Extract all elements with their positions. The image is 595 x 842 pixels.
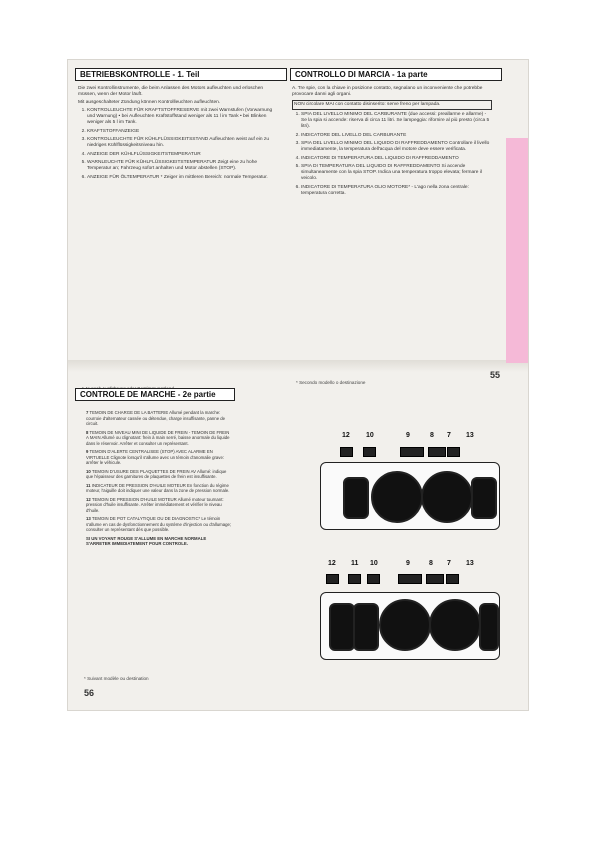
de-item: 4. ANZEIGE DER KÜHLFLÜSSIGKEITSTEMPERATUR xyxy=(87,152,278,158)
instrument-cluster xyxy=(320,462,500,530)
warning-lamp-icon xyxy=(428,447,446,457)
pink-tab xyxy=(506,138,528,363)
fr-item xyxy=(86,430,232,447)
de-note: Mit ausgeschalteter Zündung können Kontrollleuchten aufleuchten. xyxy=(78,100,221,106)
de-item: 2. KRAFTSTOFFANZEIGE xyxy=(87,129,278,135)
instrument-cluster xyxy=(320,592,500,660)
warning-lamp-icon xyxy=(367,574,380,584)
callout-7: 7 xyxy=(447,432,451,439)
callout-13: 13 xyxy=(466,432,474,439)
it-intro: A. Tre spie, con la chiave in posizione contatto, segnalano un inconveniente che potrebbe provocare danni agli organi. xyxy=(292,86,483,98)
fr-item xyxy=(86,469,232,480)
fr-item xyxy=(86,410,232,427)
speedometer-icon xyxy=(421,471,473,523)
page-number-55: 55 xyxy=(490,370,501,380)
fr-item-text: INDICATEUR DE PRESSION D'HUILE MOTEUR En fonction du régime moteur, l'aiguille doit indiquer une valeur dans la zone de pression normale. xyxy=(86,482,230,493)
it-item: 4. INDICATORE DI TEMPERATURA DEL LIQUIDO DI RAFFREDDAMENTO xyxy=(301,156,492,162)
callout-7: 7 xyxy=(447,560,451,567)
callout-9: 9 xyxy=(406,560,410,567)
de-column xyxy=(78,86,278,183)
callout-8: 8 xyxy=(429,560,433,567)
warning-lamp-icon xyxy=(447,447,460,457)
fr-warning: SI UN VOYANT ROUGE S'ALLUME EN MARCHE NORMALE S'ARRETER IMMEDIATEMENT POUR CONTROLE. xyxy=(86,535,207,546)
fr-item-number: 11 xyxy=(86,482,91,488)
de-item: 3. KONTROLLEUCHTE FÜR KÜHLFLÜSSIGKEITSSTAND Aufleuchten weist auf ein zu niedriges Kühlflüssigkeitsniveau hin. xyxy=(87,137,278,149)
fr-item-text: TEMOIN DE PRESSION D'HUILE MOTEUR Allumé moteur tournant: pression d'huile insuffisante. Arrêter immédiatement et vérifier le niveau d'huile. xyxy=(86,496,224,513)
fr-item-text: TEMOIN DE CHARGE DE LA BATTERIE Allumé pendant la marche: courroie d'alternateur cassée ou détendue, charge insuffisante, panne de circuit. xyxy=(86,410,226,426)
it-item: 6. INDICATORE DI TEMPERATURA OLIO MOTORE* - L'ago nella zona centrale: temperatura corretta. xyxy=(301,185,492,197)
callout-10: 10 xyxy=(366,432,374,439)
fr-section-title: CONTROLE DE MARCHE - 2e partie xyxy=(75,388,235,401)
fr-item-number: 10 xyxy=(86,468,91,474)
it-item: 3. SPIA DEL LIVELLO MINIMO DEL LIQUIDO DI RAFFREDDAMENTO Controllare il livello immediatamente, la temperatura dell'acqua del motore deve essere verificata. xyxy=(301,141,492,153)
warning-lamp-icon xyxy=(446,574,459,584)
tachometer-icon xyxy=(371,471,423,523)
warning-lamp-icon xyxy=(340,447,353,457)
fr-item xyxy=(86,483,232,494)
it-item: 2. INDICATORE DEL LIVELLO DEL CARBURANTE xyxy=(301,133,492,139)
speedometer-icon xyxy=(429,599,481,651)
fr-item-number: 12 xyxy=(86,496,91,502)
fr-item-text: TEMOIN DE POT CATALYTIQUE OU DE DIAGNOSTIC* Le témoin s'allume en cas de dysfonctionnement du système d'injection ou d'allumage; consulter un représentant dès que possible. xyxy=(86,516,232,532)
page-fold xyxy=(68,360,528,372)
it-section-title: CONTROLLO DI MARCIA - 1a parte xyxy=(290,68,502,81)
warning-lamp-icon xyxy=(400,447,424,457)
callout-11: 11 xyxy=(351,560,359,567)
warning-lamp-icon xyxy=(326,574,339,584)
fr-item-number: 7 xyxy=(86,410,89,415)
callout-12: 12 xyxy=(328,560,336,567)
de-item: 1. KONTROLLEUCHTE FÜR KRAFTSTOFFRESERVE mit zwei Warnstufen (Vorwarnung und Warnung) • bei Aufleuchten Kraftstoffstand weniger als 11 l im Tank • bei Blinken weniger als 5 l im Tank. xyxy=(87,108,278,126)
de-item: 5. WARNLEUCHTE FÜR KÜHLFLÜSSIGKEITSTEMPERATUR Zeigt eine zu hohe Temperatur an; Fahrzeug sofort anhalten und Motor abstellen (STOP). xyxy=(87,160,278,172)
gauge-icon xyxy=(343,477,369,519)
callout-8: 8 xyxy=(430,432,434,439)
it-item: 5. SPIA DI TEMPERATURA DEL LIQUIDO DI RAFFREDDAMENTO Si accende simultaneamente con la spia STOP. Indica una temperatura troppo elevata; fermare il veicolo. xyxy=(301,164,492,182)
fr-item-text: TEMOIN D'ALERTE CENTRALISEE (STOP) AVEC ALARME EN VIRTUELLE Clignote lorsqu'il s'allume avec un témoin d'anomalie grave: arrêter le véhicule. xyxy=(86,449,225,465)
it-column xyxy=(292,86,492,199)
de-intro: Die zwei Kontrollinstrumente, die beim Anlassen des Motors aufleuchten und erloschen müssen, wenn der Motor läuft. xyxy=(78,86,264,98)
it-item: 1. SPIA DEL LIVELLO MINIMO DEL CARBURANTE (due accessi: preallarme e allarme) - Se la spia si accende: riserva di circa 11 litri. Se lampeggia: rifornire al più presto (circa 5 litri). xyxy=(301,112,492,130)
warning-lamp-icon xyxy=(363,447,376,457)
fr-item xyxy=(86,449,232,466)
callout-12: 12 xyxy=(342,432,350,439)
fr-item-text: TEMOIN DE NIVEAU MINI DE LIQUIDE DE FREIN - TEMOIN DE FREIN A MAIN Allumé ou clignotant: frein à main serré, baisse anormale du liquide dans le réservoir. Arrêter et consulter un représentant. xyxy=(86,429,230,446)
tachometer-icon xyxy=(379,599,431,651)
fr-item-text: TEMOIN D'USURE DES PLAQUETTES DE FREIN AV Allumé: indique que l'épaisseur des garnitures de plaquettes de frein est insuffisante. xyxy=(86,468,227,479)
de-item: 6. ANZEIGE FÜR ÖLTEMPERATUR * Zeiger im mittleren Bereich: normale Temperatur. xyxy=(87,175,278,181)
gauge-icon xyxy=(329,603,355,651)
fr-footnote: * Suivant modèle ou destination xyxy=(84,676,149,681)
fr-item-number: 9 xyxy=(86,449,89,454)
gauge-icon xyxy=(479,603,499,651)
callout-13: 13 xyxy=(466,560,474,567)
warning-lamp-icon xyxy=(348,574,361,584)
gauge-icon xyxy=(353,603,379,651)
warning-lamp-icon xyxy=(426,574,444,584)
de-section-title: BETRIEBSKONTROLLE - 1. Teil xyxy=(75,68,287,81)
fr-item xyxy=(86,516,232,533)
gauge-icon xyxy=(471,477,497,519)
callout-10: 10 xyxy=(370,560,378,567)
it-note: NON circolare MAI con contatto disinserito: serve freno per lampada. xyxy=(292,100,492,110)
fr-item xyxy=(86,497,232,514)
fr-item-number: 8 xyxy=(86,429,89,435)
page-number-56: 56 xyxy=(84,688,95,698)
fr-item-number: 13 xyxy=(86,516,91,521)
warning-lamp-icon xyxy=(398,574,422,584)
it-footnote: * Secondo modello o destinazione xyxy=(296,380,366,385)
callout-9: 9 xyxy=(406,432,410,439)
fr-column xyxy=(86,410,232,549)
